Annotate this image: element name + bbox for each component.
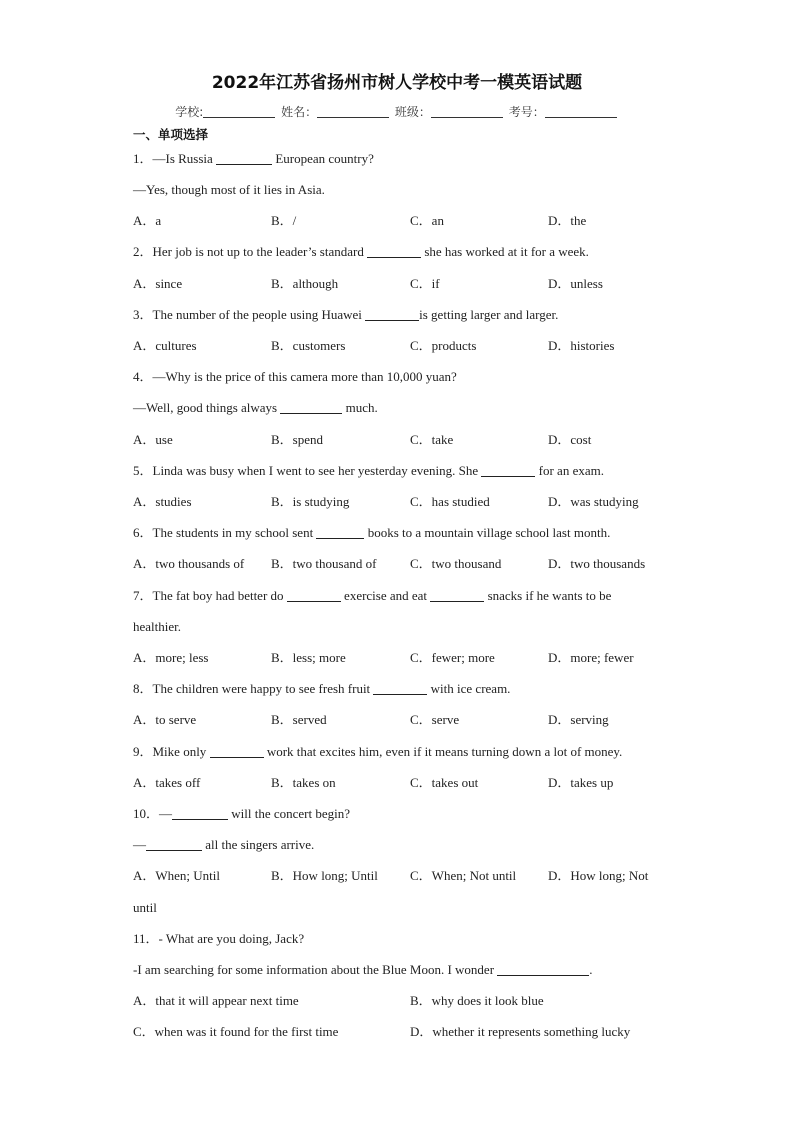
q6-option-b: B．two thousand of	[271, 556, 377, 571]
q2-option-c: C．if	[410, 276, 440, 291]
q4-option-a: A．use	[133, 432, 173, 447]
question-1-reply: —Yes, though most of it lies in Asia.	[133, 182, 325, 197]
q11-option-c: C．when was it found for the first time	[133, 1024, 339, 1039]
question-3-stem: 3．The number of the people using Huawei is getting larger and larger.	[133, 307, 559, 322]
q2-option-b: B．although	[271, 276, 339, 291]
q6-option-d: D．two thousands	[548, 556, 646, 571]
exam-number-label: 考号：	[508, 105, 545, 119]
q10-option-a: A．When; Until	[133, 868, 221, 883]
q10-option-d-wrap: until	[133, 900, 157, 915]
q1-option-d: D．the	[548, 213, 587, 228]
q11-option-a: A．that it will appear next time	[133, 993, 299, 1008]
q9-option-d: D．takes up	[548, 775, 614, 790]
class-blank	[431, 105, 503, 118]
question-10-reply: — all the singers arrive.	[133, 837, 315, 852]
q9-option-c: C．takes out	[410, 775, 479, 790]
question-7-continued: healthier.	[133, 619, 182, 634]
q3-option-a: A．cultures	[133, 338, 197, 353]
q2-option-d: D．unless	[548, 276, 603, 291]
q8-option-d: D．serving	[548, 712, 609, 727]
q3-option-c: C．products	[410, 338, 477, 353]
question-2-stem: 2．Her job is not up to the leader’s standard she has worked at it for a week.	[133, 244, 589, 259]
q10-option-b: B．How long; Until	[271, 868, 378, 883]
q6-option-a: A．two thousands of	[133, 556, 245, 571]
question-5-stem: 5．Linda was busy when I went to see her yesterday evening. She for an exam.	[133, 463, 604, 478]
q6-option-c: C．two thousand	[410, 556, 502, 571]
q7-option-c: C．fewer; more	[410, 650, 495, 665]
q4-option-b: B．spend	[271, 432, 324, 447]
student-info-row	[0, 103, 794, 120]
question-7-stem: 7．The fat boy had better do exercise and eat snacks if he wants to be	[133, 588, 612, 603]
q3-option-d: D．histories	[548, 338, 615, 353]
q8-option-a: A．to serve	[133, 712, 197, 727]
exam-number-blank	[545, 105, 617, 118]
q2-option-a: A．since	[133, 276, 183, 291]
q4-option-d: D．cost	[548, 432, 592, 447]
q1-option-a: A．a	[133, 213, 162, 228]
q4-option-c: C．take	[410, 432, 454, 447]
q8-option-c: C．serve	[410, 712, 460, 727]
school-blank	[203, 105, 275, 118]
question-9-stem: 9．Mike only work that excites him, even if it means turning down a lot of money.	[133, 744, 623, 759]
q1-option-b: B．/	[271, 213, 297, 228]
q11-option-b: B．why does it look blue	[410, 993, 544, 1008]
question-6-stem: 6．The students in my school sent books to a mountain village school last month.	[133, 525, 611, 540]
page-title: 2022年江苏省扬州市树人学校中考一模英语试题	[211, 73, 583, 93]
q8-option-b: B．served	[271, 712, 327, 727]
q9-option-a: A．takes off	[133, 775, 201, 790]
q5-option-b: B．is studying	[271, 494, 350, 509]
question-11-reply: -I am searching for some information about the Blue Moon. I wonder .	[133, 962, 593, 977]
q10-option-c: C．When; Not until	[410, 868, 517, 883]
question-11-stem: 11．- What are you doing, Jack?	[133, 931, 305, 946]
q10-option-d: D．How long; Not	[548, 868, 649, 883]
school-label: 学校:	[175, 105, 204, 119]
q5-option-c: C．has studied	[410, 494, 490, 509]
q7-option-b: B．less; more	[271, 650, 346, 665]
name-blank	[317, 105, 389, 118]
section-heading: 一、单项选择	[133, 127, 209, 142]
q7-option-d: D．more; fewer	[548, 650, 634, 665]
q5-option-a: A．studies	[133, 494, 192, 509]
question-1-stem: 1．—Is Russia European country?	[133, 151, 374, 166]
question-8-stem: 8．The children were happy to see fresh fruit with ice cream.	[133, 681, 511, 696]
q7-option-a: A．more; less	[133, 650, 209, 665]
q11-option-d: D．whether it represents something lucky	[410, 1024, 631, 1039]
q9-option-b: B．takes on	[271, 775, 336, 790]
question-10-stem: 10．— will the concert begin?	[133, 806, 351, 821]
name-label: 姓名：	[281, 105, 318, 119]
q5-option-d: D．was studying	[548, 494, 639, 509]
question-4-stem: 4．—Why is the price of this camera more than 10,000 yuan?	[133, 369, 457, 384]
question-4-reply: —Well, good things always much.	[133, 400, 378, 415]
q1-option-c: C．an	[410, 213, 444, 228]
class-label: 班级：	[394, 105, 431, 119]
q3-option-b: B．customers	[271, 338, 346, 353]
